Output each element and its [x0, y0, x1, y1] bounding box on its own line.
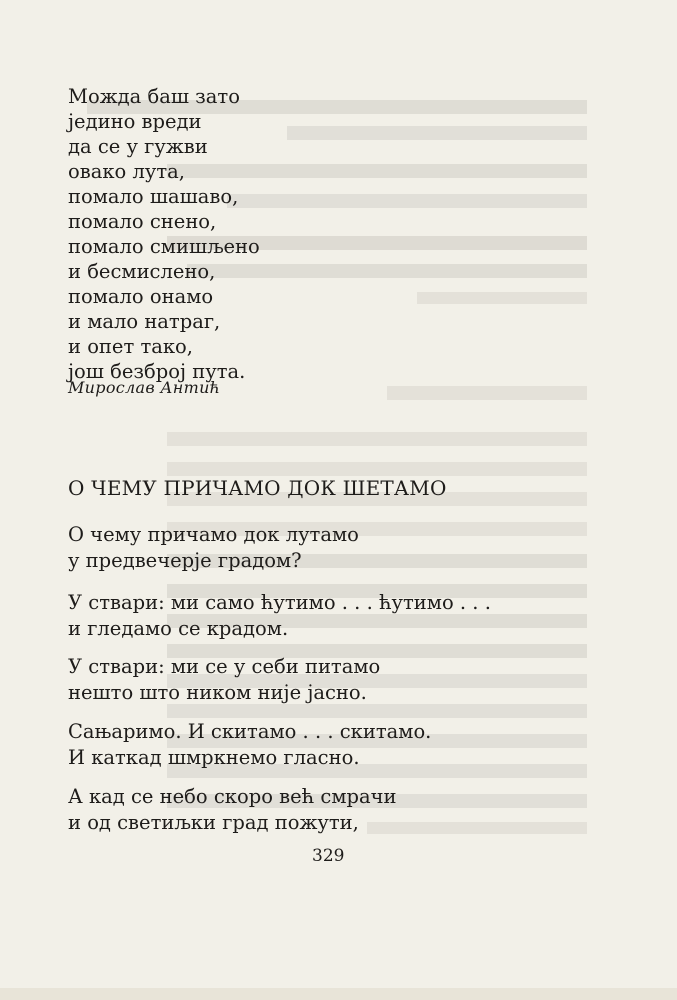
stanza	[68, 719, 431, 771]
poem-line: помало снено,	[68, 210, 217, 233]
poem-line: нешто што ником није јасно.	[68, 681, 367, 704]
poem-line: једино вреди	[68, 110, 202, 133]
poem-line: помало шашаво,	[68, 185, 239, 208]
poem-line: и од светиљки град пожути,	[68, 811, 359, 834]
poem-line: У ствари: ми само ћутимо . . . ћутимо . . .	[68, 591, 491, 614]
stanza	[68, 590, 491, 642]
poem-line: да се у гужви	[68, 135, 208, 158]
poem-one	[68, 84, 260, 384]
poem-line: помало онамо	[68, 285, 214, 308]
poem-author: Мирослав Антић	[68, 378, 221, 397]
poem-title: О ЧЕМУ ПРИЧАМО ДОК ШЕТАМО	[68, 476, 447, 500]
poem-line: О чему причамо док лутамо	[68, 523, 359, 546]
poem-line: А кад се небо скоро већ смрачи	[68, 785, 397, 808]
stanza	[68, 522, 359, 574]
poem-line: и гледамо се крадом.	[68, 617, 289, 640]
poem-line: И каткад шмркнемо гласно.	[68, 746, 360, 769]
poem-line: још безброј пута.	[68, 360, 246, 383]
poem-line: и бесмислено,	[68, 260, 216, 283]
poem-line: Можда баш зато	[68, 85, 240, 108]
poem-line: овако лута,	[68, 160, 185, 183]
stanza	[68, 654, 380, 706]
stanza	[68, 784, 397, 836]
poem-line: Сањаримо. И скитамо . . . скитамо.	[68, 720, 432, 743]
poem-line: у предвечерје градом?	[68, 549, 302, 572]
page-bottom-edge	[0, 988, 677, 1000]
page-number: 329	[312, 846, 345, 866]
poem-line: и мало натраг,	[68, 310, 221, 333]
poem-line: и опет тако,	[68, 335, 193, 358]
poem-line: помало смишљено	[68, 235, 260, 258]
poem-line: У ствари: ми се у себи питамо	[68, 655, 381, 678]
